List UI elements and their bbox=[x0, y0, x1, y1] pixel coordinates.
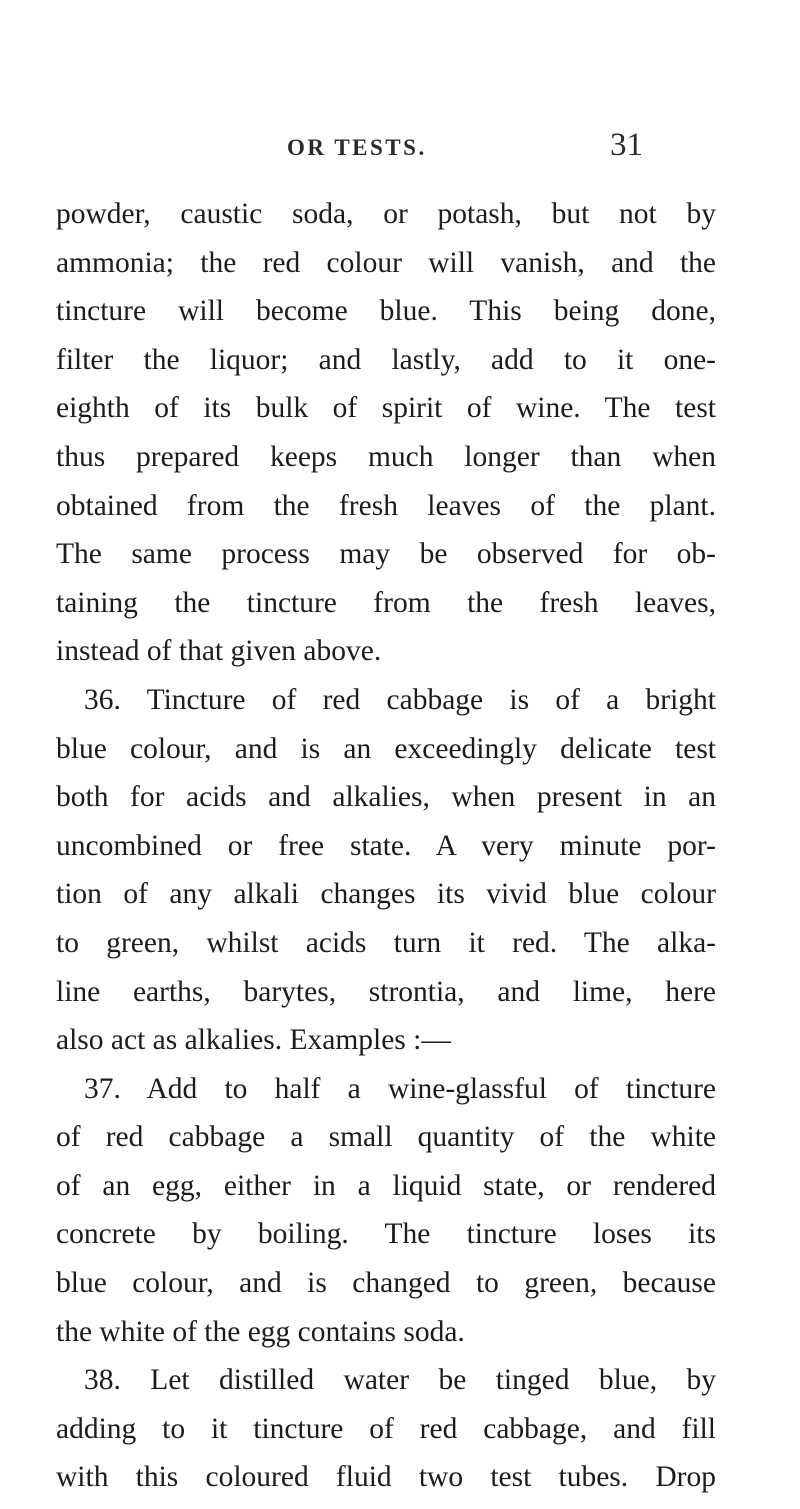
text-line: with this coloured fluid two test tubes. Drop bbox=[56, 1461, 716, 1494]
text-line: 38. Let distilled water be tinged blue, by bbox=[84, 1364, 716, 1397]
text-line: to green, whilst acids turn it red. The alka- bbox=[56, 926, 716, 959]
text-line: eighth of its bulk of spirit of wine. The test bbox=[56, 392, 716, 425]
text-line: the white of the egg contains soda. bbox=[56, 1315, 465, 1348]
text-line: of an egg, either in a liquid state, or rendered bbox=[56, 1169, 716, 1202]
text-line: concrete by boiling. The tincture loses its bbox=[56, 1218, 716, 1251]
text-line: line earths, barytes, strontia, and lime, here bbox=[56, 975, 716, 1008]
text-line: blue colour, and is an exceedingly delicate test bbox=[56, 732, 716, 765]
text-line: blue colour, and is changed to green, because bbox=[56, 1267, 716, 1300]
text-line: The same process may be observed for ob- bbox=[56, 538, 716, 571]
text-line: 37. Add to half a wine-glassful of tincture bbox=[84, 1072, 716, 1105]
text-line: powder, caustic soda, or potash, but not by bbox=[56, 198, 716, 230]
text-line: uncombined or free state. A very minute por- bbox=[56, 829, 716, 862]
text-line: also act as alkalies. Examples :— bbox=[56, 1024, 451, 1057]
body-text bbox=[56, 190, 716, 1502]
text-line: of red cabbage a small quantity of the white bbox=[56, 1121, 716, 1154]
running-title: OR TESTS. bbox=[287, 135, 427, 160]
text-line: ammonia; the red colour will vanish, and the bbox=[56, 246, 716, 279]
running-head bbox=[0, 127, 800, 167]
text-line: both for acids and alkalies, when present in an bbox=[56, 781, 716, 814]
text-line: thus prepared keeps much longer than when bbox=[56, 440, 716, 473]
page-number: 31 bbox=[610, 127, 643, 163]
text-line: adding to it tincture of red cabbage, and fill bbox=[56, 1412, 716, 1445]
text-line: filter the liquor; and lastly, add to it one- bbox=[56, 343, 716, 376]
text-line: 36. Tincture of red cabbage is of a bright bbox=[84, 683, 716, 716]
text-line: instead of that given above. bbox=[56, 635, 382, 668]
text-line: taining the tincture from the fresh leaves, bbox=[56, 586, 716, 619]
text-line: tion of any alkali changes its vivid blue colour bbox=[56, 878, 716, 911]
text-line: obtained from the fresh leaves of the plant. bbox=[56, 489, 716, 522]
text-line: tincture will become blue. This being done, bbox=[56, 295, 716, 328]
